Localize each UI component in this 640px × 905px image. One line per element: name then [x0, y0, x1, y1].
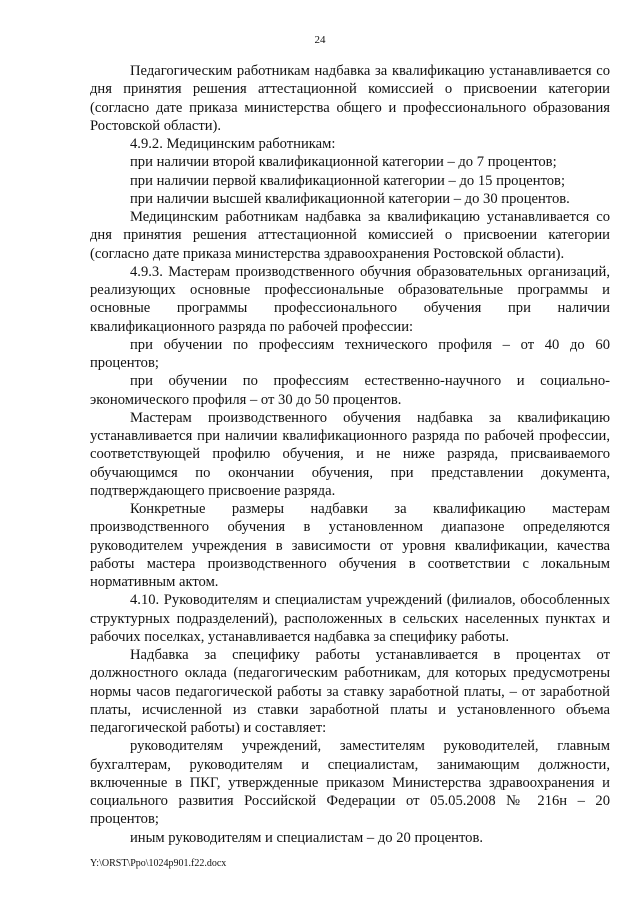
list-item-first-category: при наличии первой квалификационной категории – до 15 процентов;	[130, 172, 565, 189]
paragraph-masters-allowance: Мастерам производственного обучения надбавка за квалификацию устанавливается при наличии квалификационного разряда по рабочей профессии, соответствующей профилю обучения, и не ниже разряда, присваиваемого обучающимся по окончании обучения, при представлении документа, подтверждающего присвоение разряда.	[90, 409, 610, 499]
paragraph-qualification-teachers: Педагогическим работникам надбавка за квалификацию устанавливается со дня принятия решения аттестационной комиссией о присвоении категории (согласно дате приказа министерства общего и профессионального образования Ростовской области).	[90, 63, 610, 134]
paragraph-qualification-medical: Медицинским работникам надбавка за квалификацию устанавливается со дня принятия решения аттестационной комиссией о присвоении категории (согласно дате приказа министерства здравоохранения Ростовской области).	[90, 209, 610, 262]
paragraph-4-9-3-masters: 4.9.3. Мастерам производственного обучния образовательных организаций, реализующих основные профессиональные образовательные программы и основные программы профессионального обучения при наличии квалификационного разряда по рабочей профессии:	[90, 263, 610, 335]
list-item-second-category: при наличии второй квалификационной категории – до 7 процентов;	[130, 154, 557, 171]
list-item-managers: руководителям учреждений, заместителям руководителей, главным бухгалтерам, руководителям и специалистам, занимающим должности, включенные в ПКГ, утвержденные приказом Министерства здравоохранения и социального развития Российской Федерации от 05.05.2008 № 216н – 20 процентов;	[90, 738, 610, 828]
paragraph-specific-allowance: Надбавка за специфику работы устанавливается в процентах от должностного оклада (педагогическим работникам, для которых предусмотрены нормы часов педагогической работы за ставку заработной платы, – от заработной платы, исчисленной из ставки заработной платы и установленного объема педагогической работы) и составляет:	[90, 647, 610, 736]
paragraph-4-9-2-heading: 4.9.2. Медицинским работникам:	[130, 136, 336, 152]
paragraph-4-10-rural: 4.10. Руководителям и специалистам учреждений (филиалов, обособленных структурных подразделений), расположенных в сельских населенных пунктах и рабочих поселках, устанавливается надбавка за специфику работы.	[90, 592, 610, 645]
list-item-technical-profile: при обучении по профессиям технического профиля – от 40 до 60 процентов;	[90, 336, 610, 371]
document-body	[90, 62, 610, 847]
paragraph-specific-sizes: Конкретные размеры надбавки за квалификацию мастерам производственного обучения в установленном диапазоне определяются руководителем учреждения в зависимости от уровня квалификации, качества работы мастера производственного обучения в соответствии с локальным нормативным актом.	[90, 501, 610, 590]
list-item-natural-science-profile: при обучении по профессиям естественно-научного и социально-экономического профиля – от 30 до 50 процентов.	[90, 373, 610, 408]
list-item-other-managers: иным руководителям и специалистам – до 20 процентов.	[130, 829, 484, 846]
page-number: 24	[314, 34, 326, 46]
file-path-footer: Y:\ORST\Ppo\1024p901.f22.docx	[90, 858, 227, 869]
list-item-highest-category: при наличии высшей квалификационной категории – до 30 процентов.	[130, 190, 570, 207]
